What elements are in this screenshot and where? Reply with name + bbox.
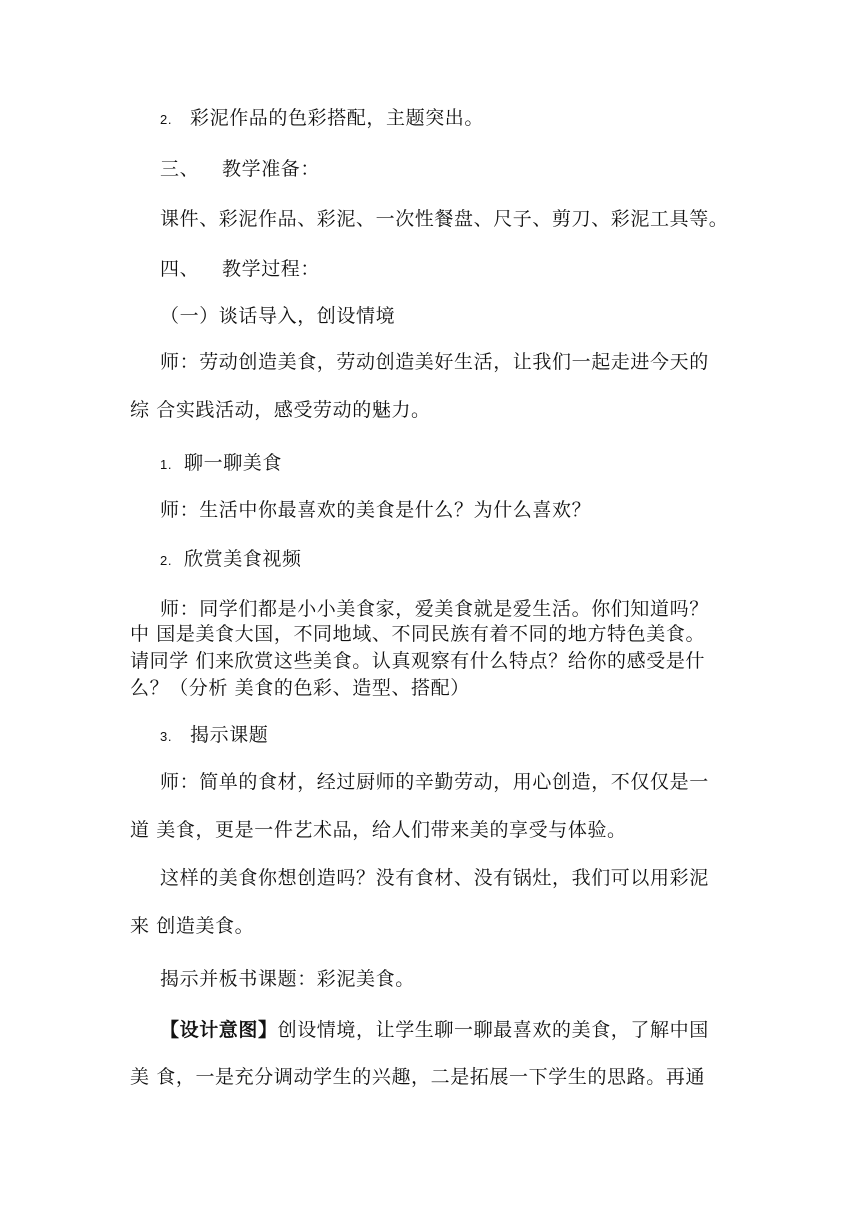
section-heading-4 xyxy=(160,257,320,281)
step-1-heading xyxy=(160,451,282,477)
list-item-text: 彩泥作品的色彩搭配，主题突出。 xyxy=(190,107,485,129)
step-2-paragraph-line-3: 请同学 们来欣赏这些美食。认真观察有什么特点？给你的感受是什 xyxy=(130,650,706,672)
design-intent-label: 【设计意图】 xyxy=(160,1019,278,1041)
step-3-paragraph-line-2: 道 美食，更是一件艺术品，给人们带来美的享受与体验。 xyxy=(130,819,627,841)
intro-paragraph-line-2: 综 合实践活动，感受劳动的魅力。 xyxy=(130,399,431,421)
design-intent-line-1 xyxy=(160,1018,709,1042)
list-number: 2. xyxy=(160,553,173,568)
design-intent-line-2: 美 食，一是充分调动学生的兴趣，二是拓展一下学生的思路。再通 xyxy=(130,1066,706,1088)
section-number: 四、 xyxy=(160,258,200,280)
step-2-paragraph-line-4: 么？（分析 美食的色彩、造型、搭配） xyxy=(130,677,470,699)
list-number: 1. xyxy=(160,457,173,472)
create-paragraph-line-1: 这样的美食你想创造吗？没有食材、没有锅灶，我们可以用彩泥 xyxy=(160,867,709,889)
section-title: 教学准备： xyxy=(222,158,321,180)
intro-paragraph-line-1: 师：劳动创造美食，劳动创造美好生活，让我们一起走进今天的 xyxy=(160,351,709,373)
materials-paragraph: 课件、彩泥作品、彩泥、一次性餐盘、尺子、剪刀、彩泥工具等。 xyxy=(160,208,729,230)
list-number: 2. xyxy=(160,112,173,127)
step-title: 欣赏美食视频 xyxy=(184,548,302,570)
create-paragraph-line-2: 来 创造美食。 xyxy=(130,915,255,937)
step-title: 聊一聊美食 xyxy=(184,452,283,474)
step-title: 揭示课题 xyxy=(190,724,269,746)
step-2-paragraph-line-2: 中 国是美食大国，不同地域、不同民族有着不同的地方特色美食。 xyxy=(130,623,706,645)
list-number: 3. xyxy=(160,729,173,744)
step-2-paragraph-line-1: 师：同学们都是小小美食家，爱美食就是爱生活。你们知道吗？ xyxy=(160,598,709,620)
step-3-paragraph-line-1: 师：简单的食材，经过厨师的辛勤劳动，用心创造，不仅仅是一 xyxy=(160,771,709,793)
prep-item-2 xyxy=(160,106,484,132)
section-heading-3 xyxy=(160,157,320,181)
section-number: 三、 xyxy=(160,158,200,180)
step-3-heading xyxy=(160,723,268,749)
reveal-title: 揭示并板书课题：彩泥美食。 xyxy=(160,968,415,990)
part-1-title: （一）谈话导入，创设情境 xyxy=(160,305,396,327)
design-intent-text: 创设情境，让学生聊一聊最喜欢的美食，了解中国 xyxy=(277,1019,709,1041)
section-title: 教学过程： xyxy=(222,258,321,280)
step-2-heading xyxy=(160,547,302,573)
step-1-paragraph: 师：生活中你最喜欢的美食是什么？为什么喜欢？ xyxy=(160,499,592,521)
